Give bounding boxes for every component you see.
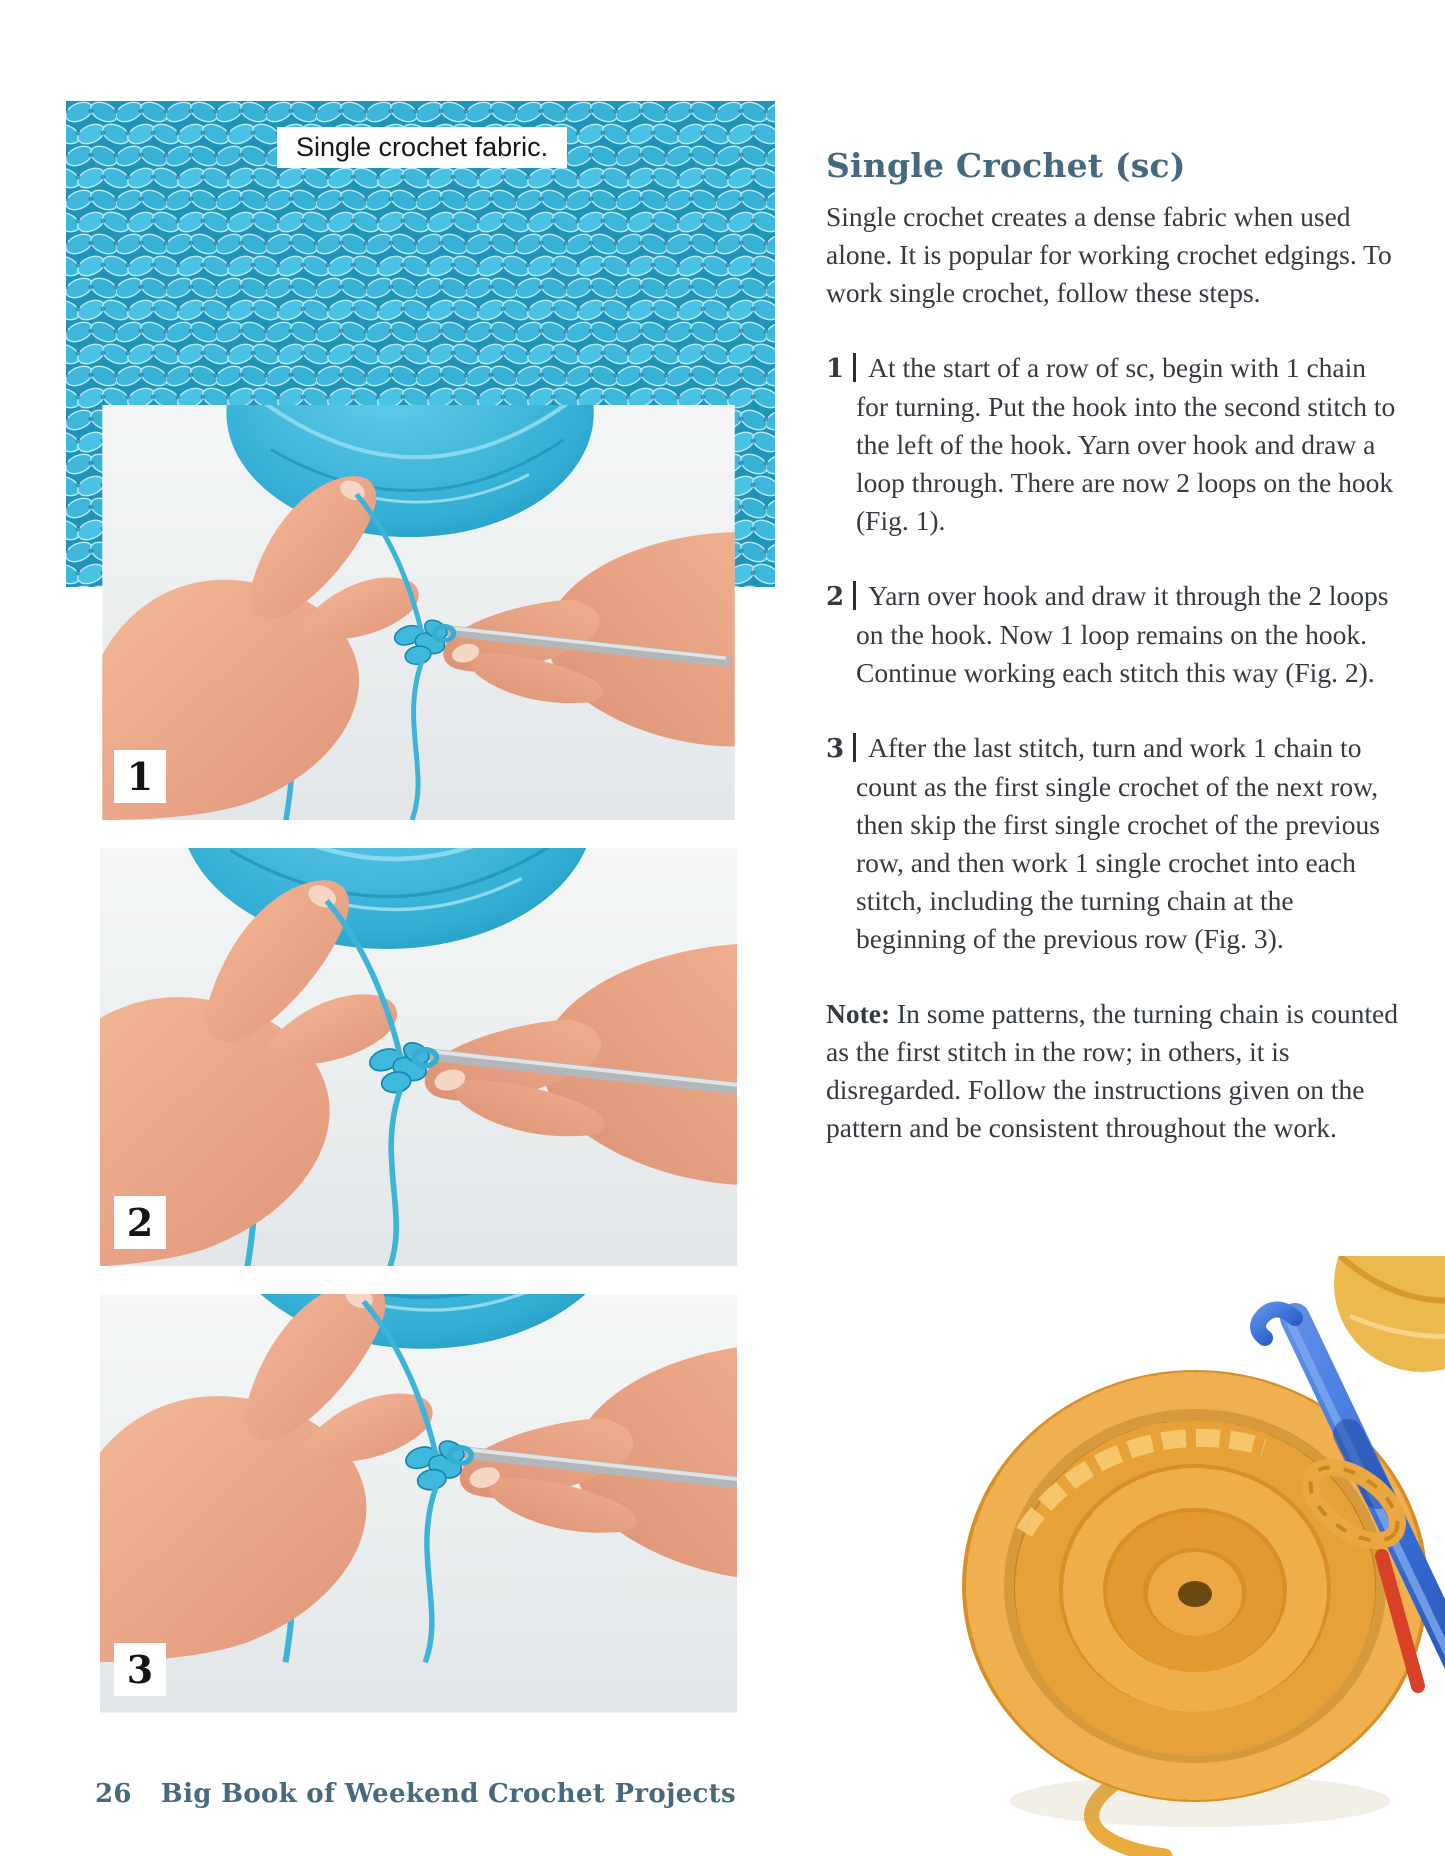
step-divider (853, 353, 856, 382)
step-photo-3 (100, 1294, 737, 1713)
step-number: 1 (826, 354, 845, 384)
page-footer (95, 1779, 736, 1809)
intro-paragraph: Single crochet creates a dense fabric when used alone. It is popular for working crochet edgings. To work single crochet, follow these steps. (826, 201, 1392, 308)
step-photo-2 (100, 848, 737, 1266)
note-label: Note: (826, 998, 891, 1029)
note-text: In some patterns, the turning chain is counted as the first stitch in the row; in others, it is disregarded. Follow the instructions given on the pattern and be consistent throughout the work. (826, 998, 1399, 1143)
step-divider (853, 733, 856, 762)
photo-number-label: 1 (114, 750, 166, 803)
hands-crochet-photo-3 (100, 1294, 737, 1713)
section-heading: Single Crochet (sc) (826, 146, 1186, 185)
instruction-step (826, 729, 1403, 958)
fabric-caption: Single crochet fabric. (277, 127, 567, 168)
hands-crochet-photo-2 (100, 848, 737, 1266)
step-number: 3 (826, 734, 845, 764)
step-photo-1 (100, 405, 737, 820)
basket-photo (950, 1256, 1445, 1856)
photo-number-label: 2 (114, 1196, 166, 1249)
step-text: After the last stitch, turn and work 1 chain to count as the first single crochet of the next row, then skip the first single crochet of the previous row, and then work 1 single crochet into each stitch, including the turning chain at the beginning of the previous row (Fig. 3). (856, 732, 1380, 954)
instruction-step (826, 349, 1403, 540)
note-paragraph (826, 995, 1403, 1147)
photo-number-label: 3 (114, 1643, 166, 1696)
crochet-basket-image (950, 1256, 1445, 1856)
book-title: Big Book of Weekend Crochet Projects (160, 1779, 736, 1809)
page-number: 26 (95, 1779, 132, 1809)
step-number: 2 (826, 582, 845, 612)
article-column (826, 146, 1403, 1184)
steps-list (826, 349, 1403, 958)
step-divider (853, 581, 856, 610)
step-text: At the start of a row of sc, begin with 1 chain for turning. Put the hook into the second stitch to the left of the hook. Yarn over hook and draw a loop through. There are now 2 loops on the hook (Fig. 1). (856, 352, 1396, 536)
instruction-step (826, 577, 1403, 692)
step-text: Yarn over hook and draw it through the 2 loops on the hook. Now 1 loop remains on the hook. Continue working each stitch this way (Fig. 2). (856, 580, 1389, 688)
hands-crochet-photo-1 (100, 405, 737, 820)
